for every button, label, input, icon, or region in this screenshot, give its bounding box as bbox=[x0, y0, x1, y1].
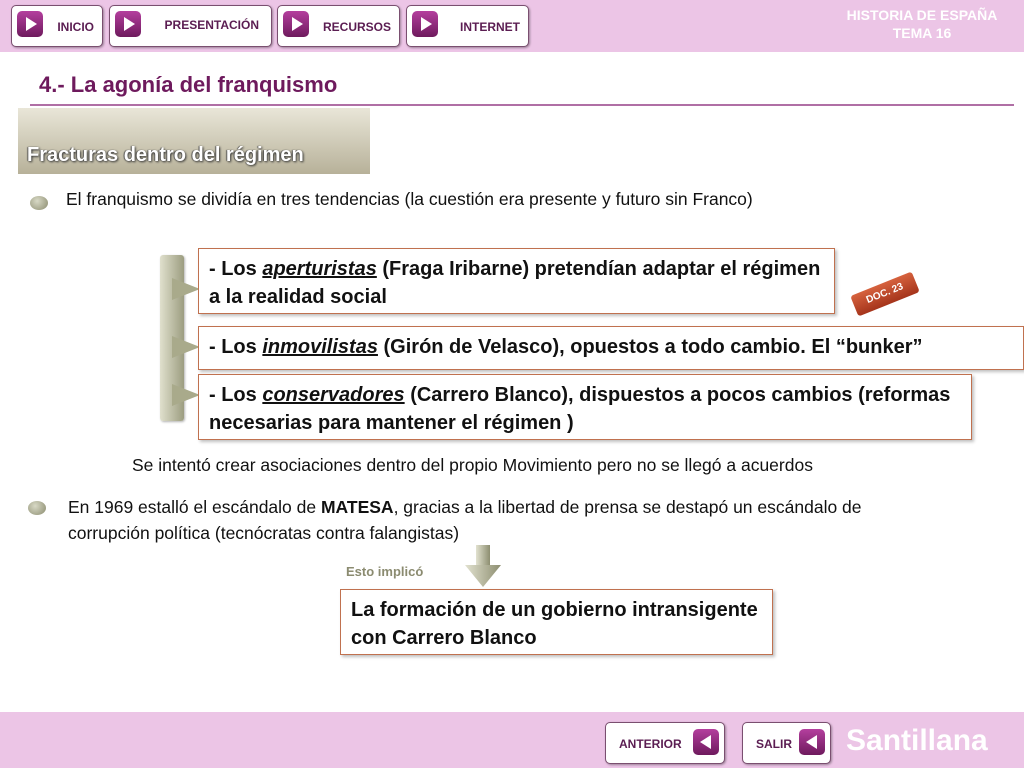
title-divider bbox=[30, 104, 1014, 106]
matesa-text-after: , gracias a la libertad de prensa se destapó un escándalo de corrupción política (tecnócratas contra falangistas) bbox=[68, 497, 862, 543]
tendency-description: (Carrero Blanco), dispuestos a pocos cambios (reformas necesarias para mantener el régimen ) bbox=[209, 384, 951, 434]
bullet-icon bbox=[28, 501, 46, 515]
inicio-label: INICIO bbox=[57, 20, 94, 34]
tendency-prefix: - Los bbox=[209, 336, 263, 358]
tendency-prefix: - Los bbox=[209, 258, 263, 280]
consequence-box: La formación de un gobierno intransigente con Carrero Blanco bbox=[340, 589, 773, 655]
presentacion-label: PRESENTACIÓN bbox=[164, 18, 259, 32]
anterior-label: ANTERIOR bbox=[619, 737, 682, 751]
publisher-logo: Santillana bbox=[846, 724, 988, 757]
matesa-text-before: En 1969 estalló el escándalo de bbox=[68, 497, 321, 517]
arrow-down-icon bbox=[465, 545, 501, 589]
matesa-keyword: MATESA bbox=[320, 497, 394, 517]
arrow-right-icon bbox=[172, 384, 200, 406]
back-arrow-icon bbox=[799, 729, 825, 755]
topic-number: TEMA 16 bbox=[892, 25, 952, 41]
course-title bbox=[832, 6, 1012, 42]
document-link-button[interactable]: DOC. 23 bbox=[850, 271, 919, 316]
tendency-prefix: - Los bbox=[209, 384, 263, 406]
bullet-text-tendencies: El franquismo se dividía en tres tendencias (la cuestión era presente y futuro sin Franco) bbox=[66, 189, 753, 209]
implied-label: Esto implicó bbox=[346, 564, 424, 579]
tendency-box-conservadores bbox=[198, 374, 972, 440]
play-icon bbox=[283, 11, 309, 37]
recursos-label: RECURSOS bbox=[322, 20, 391, 34]
tendency-term: aperturistas bbox=[262, 258, 377, 280]
course-name: HISTORIA DE ESPAÑA bbox=[846, 7, 998, 23]
arrow-right-icon bbox=[172, 336, 200, 358]
associations-note: Se intentó crear asociaciones dentro del propio Movimiento pero no se llegó a acuerdos bbox=[132, 455, 813, 475]
tendency-box-inmovilistas bbox=[198, 326, 1024, 370]
play-icon bbox=[115, 11, 141, 37]
tendency-box-aperturistas bbox=[198, 248, 835, 314]
presentacion-button[interactable] bbox=[109, 5, 272, 47]
recursos-button[interactable] bbox=[277, 5, 400, 47]
salir-label: SALIR bbox=[756, 737, 792, 751]
internet-button[interactable] bbox=[406, 5, 529, 47]
tendency-term: conservadores bbox=[262, 384, 405, 406]
section-header bbox=[18, 108, 370, 174]
inicio-button[interactable] bbox=[11, 5, 103, 47]
tendency-description: (Girón de Velasco), opuestos a todo cambio. El “bunker” bbox=[377, 336, 923, 358]
internet-label: INTERNET bbox=[460, 20, 520, 34]
bullet-text-matesa bbox=[68, 494, 948, 546]
tendency-term: inmovilistas bbox=[262, 336, 378, 358]
anterior-button[interactable] bbox=[605, 722, 725, 764]
section-title: Fracturas dentro del régimen bbox=[27, 144, 304, 166]
tendency-description: (Fraga Iribarne) pretendían adaptar el régimen a la realidad social bbox=[209, 258, 821, 308]
play-icon bbox=[412, 11, 438, 37]
arrow-right-icon bbox=[172, 278, 200, 300]
page-title: 4.- La agonía del franquismo bbox=[39, 72, 338, 97]
back-arrow-icon bbox=[693, 729, 719, 755]
bullet-icon bbox=[30, 196, 48, 210]
play-icon bbox=[17, 11, 43, 37]
salir-button[interactable] bbox=[742, 722, 831, 764]
